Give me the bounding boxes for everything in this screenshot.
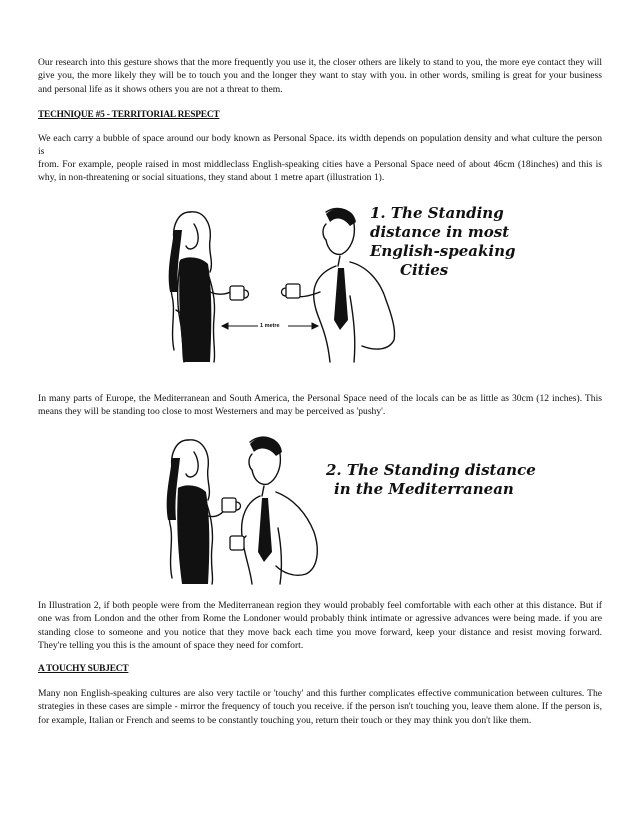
standing-distance-drawing-2 — [150, 428, 340, 586]
figure-2-caption-line2: in the Mediterranean — [334, 480, 514, 498]
figure-1-caption — [370, 204, 515, 280]
figure-1-caption-line1: 1. The Standing — [370, 204, 504, 222]
one-metre-label: 1 metre — [260, 323, 280, 329]
europe-paragraph: In many parts of Europe, the Mediterranean and South America, the Personal Space need of the locals can be as little as 30cm (12 inches). This means they will be standing too close to most Westerners and may be perceived as 'pushy'. — [38, 393, 602, 418]
intro-paragraph: Our research into this gesture shows that the more frequently you use it, the closer others are likely to stand to you, the more eye contact they will give you, the more likely they will be to touch you and the longer they want to stay with you. in other words, smiling is great for your business and personal life as it shows others you are not a threat to them. — [38, 57, 602, 95]
touchy-paragraph: Many non English-speaking cultures are also very tactile or 'touchy' and this further complicates effective communication between cultures. The strategies in these cases are simple - mirror the frequency of touch you receive. if the person isn't touching you, leave them alone. If the person is, for example, Italian or French and seems to be constantly touching you, return their touch or they may think you don't like them. — [38, 688, 602, 726]
illustration-2 — [150, 428, 340, 586]
figure-1-caption-line4: Cities — [400, 261, 449, 279]
illustration2-paragraph: In Illustration 2, if both people were from the Mediterranean region they would probably feel comfortable with each other at this distance. But if one was from London and the other from Rome the Londoner would probably think intimate or agressive advances were being made. if you are standing close to someone and you notice that they move back each time you move forward, keep your distance and resist moving forward. They're telling you this is the amount of space they need for comfort. — [38, 600, 602, 652]
figure-1-caption-line3: English-speaking — [370, 242, 516, 260]
figure-2-caption — [326, 461, 536, 499]
figure-1-caption-line2: distance in most — [370, 223, 510, 241]
bubble-paragraph-line2: from. For example, people raised in most middleclass English-speaking cities have a Personal Space need of about 46cm (18inches) and this is why, in non-threatening or social situations, they stand about 1 metre apart (illustration 1). — [38, 159, 602, 184]
figure-2-caption-line1: 2. The Standing distance — [326, 461, 536, 479]
technique-heading: TECHNIQUE #5 - TERRITORIAL RESPECT — [38, 110, 220, 120]
touchy-heading: A TOUCHY SUBJECT — [38, 664, 129, 674]
bubble-paragraph-line1: We each carry a bubble of space around our body known as Personal Space. its width depends on population density and what culture the person is — [38, 133, 602, 158]
